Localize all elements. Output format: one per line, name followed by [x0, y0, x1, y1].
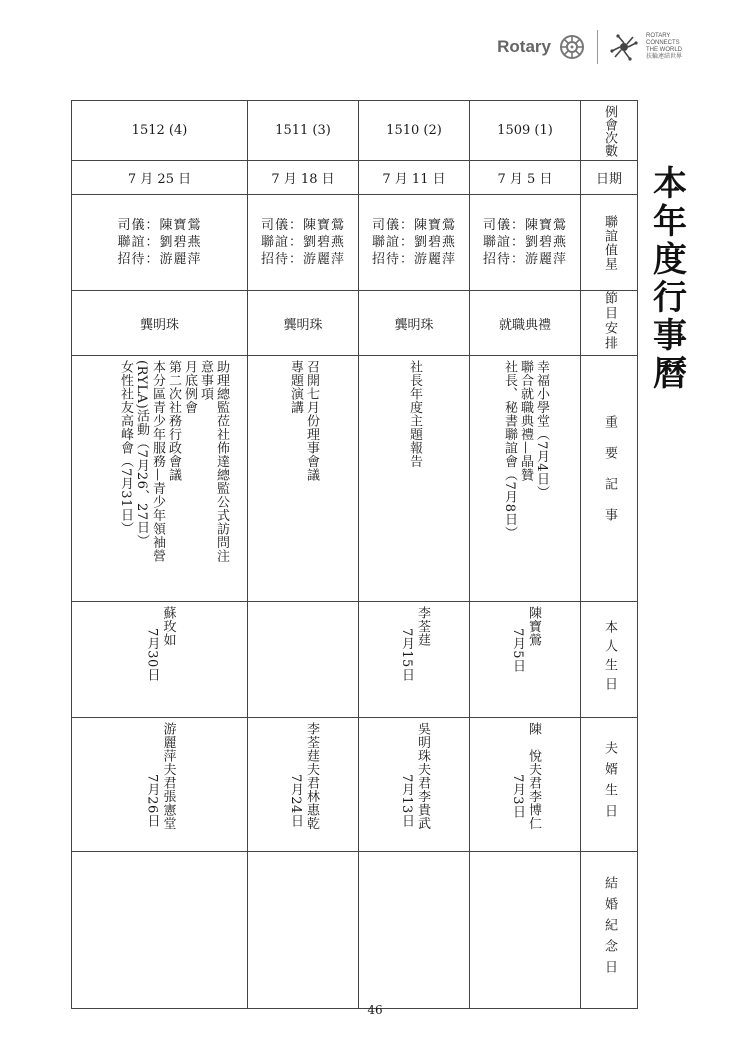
header-events-label: 重要記事 — [602, 414, 617, 539]
connects-line: ROTARY — [645, 33, 671, 39]
connects-line: 扶輪連結世界 — [645, 54, 682, 60]
cell-spouse — [248, 718, 359, 852]
events-list — [470, 356, 580, 600]
spouse-entry — [359, 718, 469, 850]
duty-line: 司儀：陳寶鶯 — [482, 218, 567, 233]
cell-program: 龔明珠 — [72, 291, 248, 356]
header-logos — [497, 30, 682, 64]
cell-events — [470, 356, 581, 602]
header-date: 日期 — [581, 161, 638, 195]
duty-list — [372, 217, 456, 268]
events-text — [501, 360, 549, 600]
event-line: 女性社友高峰會（7月31日） — [118, 360, 133, 535]
events-list — [359, 356, 469, 600]
duty-list — [261, 217, 345, 268]
page-title — [648, 165, 692, 393]
schedule-table — [71, 100, 638, 1009]
title-char: 年 — [653, 202, 687, 242]
cell-anniversary-empty — [72, 852, 248, 1009]
cell-anniversary-empty — [359, 852, 470, 1009]
spouse-text — [287, 722, 319, 850]
spouse-name: 陳 悅夫君李博仁 — [526, 722, 541, 830]
cell-events — [359, 356, 470, 602]
header-duty-label: 聯誼值星 — [602, 214, 617, 271]
logo-divider — [597, 30, 598, 64]
duty-line: 聯誼：劉碧燕 — [371, 235, 456, 250]
duty-line: 招待：游麗萍 — [482, 252, 567, 267]
header-anniversary — [581, 852, 638, 1009]
header-program — [581, 291, 638, 356]
duty-line: 司儀：陳寶鶯 — [117, 218, 202, 233]
events-text — [117, 360, 229, 600]
connects-line: CONNECTS — [645, 40, 680, 46]
title-char: 曆 — [653, 354, 687, 394]
event-line: 第二次社務行政會議 — [166, 360, 181, 482]
cell-count: 1510 (2) — [359, 101, 470, 161]
spouse-date: 7月13日 — [399, 774, 414, 828]
cell-count: 1512 (4) — [72, 101, 248, 161]
birthday-date: 7月30日 — [144, 628, 160, 682]
header-events — [581, 356, 638, 602]
event-line: 助理總監莅社佈達總監公式訪問注 — [214, 360, 229, 563]
header-count-text — [581, 105, 637, 157]
spouse-entry — [72, 718, 247, 850]
spouse-text — [144, 722, 176, 850]
row-count — [72, 101, 638, 161]
birthday-text — [509, 606, 541, 716]
spouse-name: 李荃莛夫君林惠乾 — [304, 722, 319, 830]
cell-birthday — [470, 602, 581, 718]
header-count-col2: 例會次數 — [602, 104, 617, 157]
row-date — [72, 161, 638, 195]
duty-line: 招待：游麗萍 — [260, 252, 345, 267]
duty-list — [117, 217, 201, 268]
birthday-text — [398, 606, 430, 716]
birthday-text — [144, 606, 176, 716]
header-duty — [581, 195, 638, 291]
row-spouse-birthday — [72, 718, 638, 852]
event-line: 幸福小學堂（7月4日） — [534, 360, 549, 500]
title-char: 本 — [653, 164, 687, 204]
events-text — [287, 360, 319, 600]
cell-anniversary-empty — [248, 852, 359, 1009]
cell-duty — [248, 195, 359, 291]
header-spouse-label: 夫婿生日 — [602, 740, 617, 825]
events-text — [406, 360, 422, 600]
spouse-date: 7月26日 — [144, 774, 160, 828]
cell-duty — [72, 195, 248, 291]
cell-date: 7 月 11 日 — [359, 161, 470, 195]
cell-program: 就職典禮 — [470, 291, 581, 356]
duty-line: 司儀：陳寶鶯 — [260, 218, 345, 233]
cell-anniversary-empty — [470, 852, 581, 1009]
header-birthday — [581, 602, 638, 718]
cell-spouse — [470, 718, 581, 852]
rotary-connects-icon — [610, 33, 638, 61]
page-number: 46 — [367, 1003, 383, 1017]
header-program-label: 節目安排 — [602, 291, 617, 351]
cell-birthday-empty — [248, 602, 359, 718]
cell-birthday — [72, 602, 248, 718]
birthday-name: 蘇玫如 — [160, 606, 176, 647]
row-anniversary — [72, 852, 638, 1009]
cell-program: 龔明珠 — [248, 291, 359, 356]
cell-duty — [359, 195, 470, 291]
row-program — [72, 291, 638, 356]
birthday-name: 陳寶鶯 — [526, 606, 541, 647]
spouse-text — [398, 722, 430, 850]
birthday-date: 7月5日 — [510, 628, 525, 673]
event-line: 意事項 — [198, 360, 213, 401]
cell-events — [248, 356, 359, 602]
spouse-date: 7月24日 — [288, 774, 303, 828]
duty-line: 聯誼：劉碧燕 — [117, 235, 202, 250]
cell-count: 1509 (1) — [470, 101, 581, 161]
event-line: 本分區青少年服務—青少年領袖營 — [150, 360, 165, 563]
event-line: 專題演講 — [288, 360, 303, 414]
event-line: 召開七月份理事會議 — [304, 360, 319, 482]
cell-program: 龔明珠 — [359, 291, 470, 356]
event-line: (RYLA)活動（7月26、27日） — [134, 360, 149, 548]
cell-date: 7 月 25 日 — [72, 161, 248, 195]
header-birthday-label: 本人生日 — [602, 619, 617, 696]
rotary-wordmark: Rotary — [497, 37, 551, 56]
duty-line: 司儀：陳寶鶯 — [371, 218, 456, 233]
spouse-entry — [248, 718, 358, 850]
title-char: 行 — [653, 278, 687, 318]
header-anniversary-label: 結婚紀念日 — [602, 875, 617, 981]
events-list — [72, 356, 247, 600]
cell-duty — [470, 195, 581, 291]
cell-spouse — [72, 718, 248, 852]
cell-date: 7 月 18 日 — [248, 161, 359, 195]
birthday-entry — [470, 602, 580, 716]
connects-line: THE WORLD — [645, 47, 682, 53]
birthday-name: 李荃莛 — [415, 606, 430, 647]
event-line: 社長年度主題報告 — [407, 360, 422, 468]
events-list — [248, 356, 358, 600]
spouse-name: 游麗萍夫君張憲堂 — [160, 722, 176, 830]
title-char: 度 — [653, 240, 687, 280]
rotary-wheel-icon — [559, 34, 585, 60]
duty-line: 招待：游麗萍 — [371, 252, 456, 267]
row-duty — [72, 195, 638, 291]
spouse-date: 7月3日 — [510, 774, 525, 819]
spouse-text — [509, 722, 541, 850]
birthday-entry — [359, 602, 469, 716]
cell-date: 7 月 5 日 — [470, 161, 581, 195]
duty-line: 聯誼：劉碧燕 — [260, 235, 345, 250]
duty-line: 聯誼：劉碧燕 — [482, 235, 567, 250]
cell-count: 1511 (3) — [248, 101, 359, 161]
duty-list — [483, 217, 567, 268]
spouse-name: 吳明珠夫君李貴武 — [415, 722, 430, 830]
event-line: 月底例會 — [182, 360, 197, 414]
cell-spouse — [359, 718, 470, 852]
birthday-entry — [72, 602, 247, 716]
row-birthday — [72, 602, 638, 718]
event-line: 社長、秘書聯誼會（7月8日） — [502, 360, 517, 540]
header-spouse-birthday — [581, 718, 638, 852]
cell-birthday — [359, 602, 470, 718]
duty-line: 招待：游麗萍 — [117, 252, 202, 267]
row-events — [72, 356, 638, 602]
cell-events — [72, 356, 248, 602]
header-count — [581, 101, 638, 161]
header-duty-text — [581, 215, 637, 271]
event-line: 聯合就職典禮—晶贊 — [518, 360, 533, 482]
spouse-entry — [470, 718, 580, 850]
connects-caption — [646, 33, 682, 61]
title-char: 事 — [653, 316, 687, 356]
birthday-date: 7月15日 — [399, 628, 414, 682]
